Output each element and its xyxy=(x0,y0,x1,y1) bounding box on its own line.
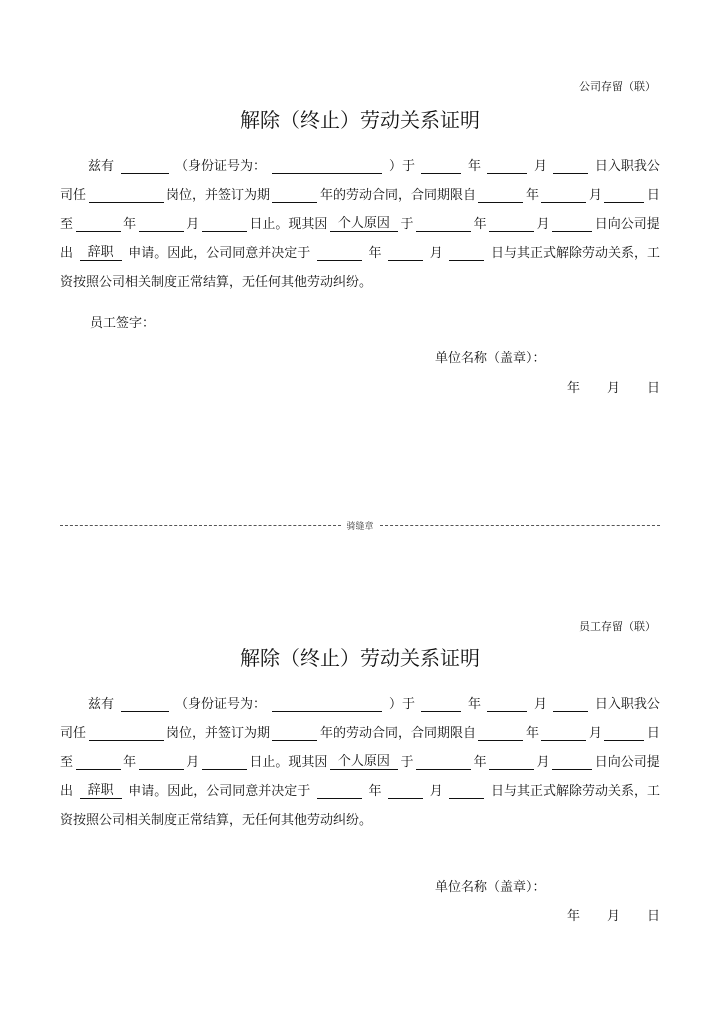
text-segment: （身份证号为： xyxy=(174,159,266,174)
text-segment: 兹有 xyxy=(88,697,115,712)
fill-in-blank xyxy=(604,188,644,203)
text-segment: 日止。现其因 xyxy=(249,217,328,232)
fill-in-blank xyxy=(553,697,588,712)
certificate-body xyxy=(60,145,660,290)
text-segment: 年的劳动合同，合同期限自 xyxy=(319,188,476,203)
date-line xyxy=(567,905,660,924)
fill-in-blank xyxy=(89,726,164,741)
fill-in-blank xyxy=(202,217,247,232)
fill-in-blank xyxy=(604,726,644,741)
text-segment: 于 xyxy=(400,217,414,232)
fill-in-blank xyxy=(478,188,523,203)
text-segment: （身份证号为： xyxy=(174,697,266,712)
text-segment: 日 xyxy=(646,188,660,203)
fill-in-blank xyxy=(202,755,247,770)
fill-in-blank xyxy=(317,246,362,261)
month-label: 月 xyxy=(606,909,620,924)
fill-in-blank xyxy=(76,755,121,770)
text-segment: 日与其正式解除劳动关系，工 xyxy=(490,246,660,261)
dashed-divider xyxy=(60,525,341,526)
text-segment: 年 xyxy=(467,159,481,174)
paragraph-line xyxy=(60,174,660,203)
filled-value: 辞职 xyxy=(80,779,122,799)
paragraph-line xyxy=(60,261,660,290)
fill-in-blank xyxy=(272,159,382,174)
paragraph-line xyxy=(60,203,660,232)
document-title: 解除（终止）劳动关系证明 xyxy=(240,108,480,132)
text-segment: 岗位，并签订为期 xyxy=(165,726,270,741)
fill-in-blank xyxy=(552,217,592,232)
text-segment: 兹有 xyxy=(88,159,115,174)
perforation-label: 骑缝章 xyxy=(346,522,374,532)
fill-in-blank xyxy=(487,159,527,174)
text-segment: 年 xyxy=(525,188,539,203)
text-segment: ）于 xyxy=(388,159,415,174)
text-segment: 月 xyxy=(533,697,547,712)
fill-in-blank xyxy=(139,217,184,232)
text-segment: 年 xyxy=(123,217,137,232)
text-segment: 至 xyxy=(60,217,74,232)
text-segment: 日与其正式解除劳动关系，工 xyxy=(490,784,660,799)
fill-in-blank xyxy=(272,726,317,741)
fill-in-blank xyxy=(489,755,534,770)
filled-value: 辞职 xyxy=(80,241,122,261)
text-segment: 月 xyxy=(536,755,550,770)
text-segment: 月 xyxy=(186,755,200,770)
text-segment: 月 xyxy=(536,217,550,232)
text-segment: 年 xyxy=(467,697,481,712)
text-segment: 年 xyxy=(473,217,487,232)
paragraph-line xyxy=(60,799,660,828)
fill-in-blank xyxy=(541,188,586,203)
text-segment: 月 xyxy=(588,726,602,741)
text-segment: 月 xyxy=(429,784,443,799)
fill-in-blank xyxy=(121,697,169,712)
text-segment: 年的劳动合同，合同期限自 xyxy=(319,726,476,741)
paragraph-line xyxy=(60,232,660,261)
text-segment: 出 xyxy=(60,246,74,261)
paragraph-line xyxy=(60,741,660,770)
text-segment: 月 xyxy=(186,217,200,232)
text-segment: 月 xyxy=(533,159,547,174)
fill-in-blank xyxy=(416,217,471,232)
year-label: 年 xyxy=(567,381,581,396)
fill-in-blank xyxy=(121,159,169,174)
filled-value: 个人原因 xyxy=(330,212,398,232)
fill-in-blank xyxy=(553,159,588,174)
text-segment: 于 xyxy=(400,755,414,770)
text-segment: 日 xyxy=(646,726,660,741)
text-segment: ）于 xyxy=(388,697,415,712)
text-segment: 日向公司提 xyxy=(594,755,660,770)
text-segment: 日向公司提 xyxy=(594,217,660,232)
fill-in-blank xyxy=(272,188,317,203)
text-segment: 年 xyxy=(123,755,137,770)
text-segment: 年 xyxy=(368,246,382,261)
employee-signature-label: 员工签字： xyxy=(90,316,156,331)
text-segment: 日入职我公 xyxy=(594,159,660,174)
unit-name-label: 单位名称（盖章）： xyxy=(435,351,546,366)
text-segment: 出 xyxy=(60,784,74,799)
document-title: 解除（终止）劳动关系证明 xyxy=(240,646,480,670)
fill-in-blank xyxy=(76,217,121,232)
fill-in-blank xyxy=(89,188,164,203)
text-segment: 申请。因此，公司同意并决定于 xyxy=(128,246,311,261)
fill-in-blank xyxy=(421,159,461,174)
text-segment: 资按照公司相关制度正常结算，无任何其他劳动纠纷。 xyxy=(60,813,373,828)
dashed-divider xyxy=(380,525,661,526)
paragraph-line xyxy=(60,683,660,712)
unit-name-label: 单位名称（盖章）： xyxy=(435,880,546,895)
filled-value: 个人原因 xyxy=(330,750,398,770)
fill-in-blank xyxy=(541,726,586,741)
text-segment: 司任 xyxy=(60,726,87,741)
fill-in-blank xyxy=(478,726,523,741)
fill-in-blank xyxy=(388,246,423,261)
copy-label: 公司存留（联） xyxy=(579,80,656,93)
fill-in-blank xyxy=(317,784,362,799)
text-segment: 月 xyxy=(429,246,443,261)
fill-in-blank xyxy=(487,697,527,712)
text-segment: 至 xyxy=(60,755,74,770)
text-segment: 司任 xyxy=(60,188,87,203)
fill-in-blank xyxy=(139,755,184,770)
date-line xyxy=(567,377,660,396)
paragraph-line xyxy=(60,770,660,799)
text-segment: 日入职我公 xyxy=(594,697,660,712)
text-segment: 年 xyxy=(473,755,487,770)
copy-label: 员工存留（联） xyxy=(579,620,656,633)
text-segment: 日止。现其因 xyxy=(249,755,328,770)
text-segment: 申请。因此，公司同意并决定于 xyxy=(128,784,311,799)
text-segment: 年 xyxy=(525,726,539,741)
text-segment: 月 xyxy=(588,188,602,203)
text-segment: 资按照公司相关制度正常结算，无任何其他劳动纠纷。 xyxy=(60,275,373,290)
text-segment: 年 xyxy=(368,784,382,799)
paragraph-line xyxy=(60,712,660,741)
fill-in-blank xyxy=(449,246,484,261)
month-label: 月 xyxy=(606,381,620,396)
year-label: 年 xyxy=(567,909,581,924)
perforation-line xyxy=(60,519,660,532)
fill-in-blank xyxy=(388,784,423,799)
fill-in-blank xyxy=(489,217,534,232)
fill-in-blank xyxy=(552,755,592,770)
day-label: 日 xyxy=(646,909,660,924)
fill-in-blank xyxy=(421,697,461,712)
fill-in-blank xyxy=(272,697,382,712)
fill-in-blank xyxy=(449,784,484,799)
fill-in-blank xyxy=(416,755,471,770)
certificate-body xyxy=(60,683,660,828)
text-segment: 岗位，并签订为期 xyxy=(165,188,270,203)
day-label: 日 xyxy=(646,381,660,396)
paragraph-line xyxy=(60,145,660,174)
